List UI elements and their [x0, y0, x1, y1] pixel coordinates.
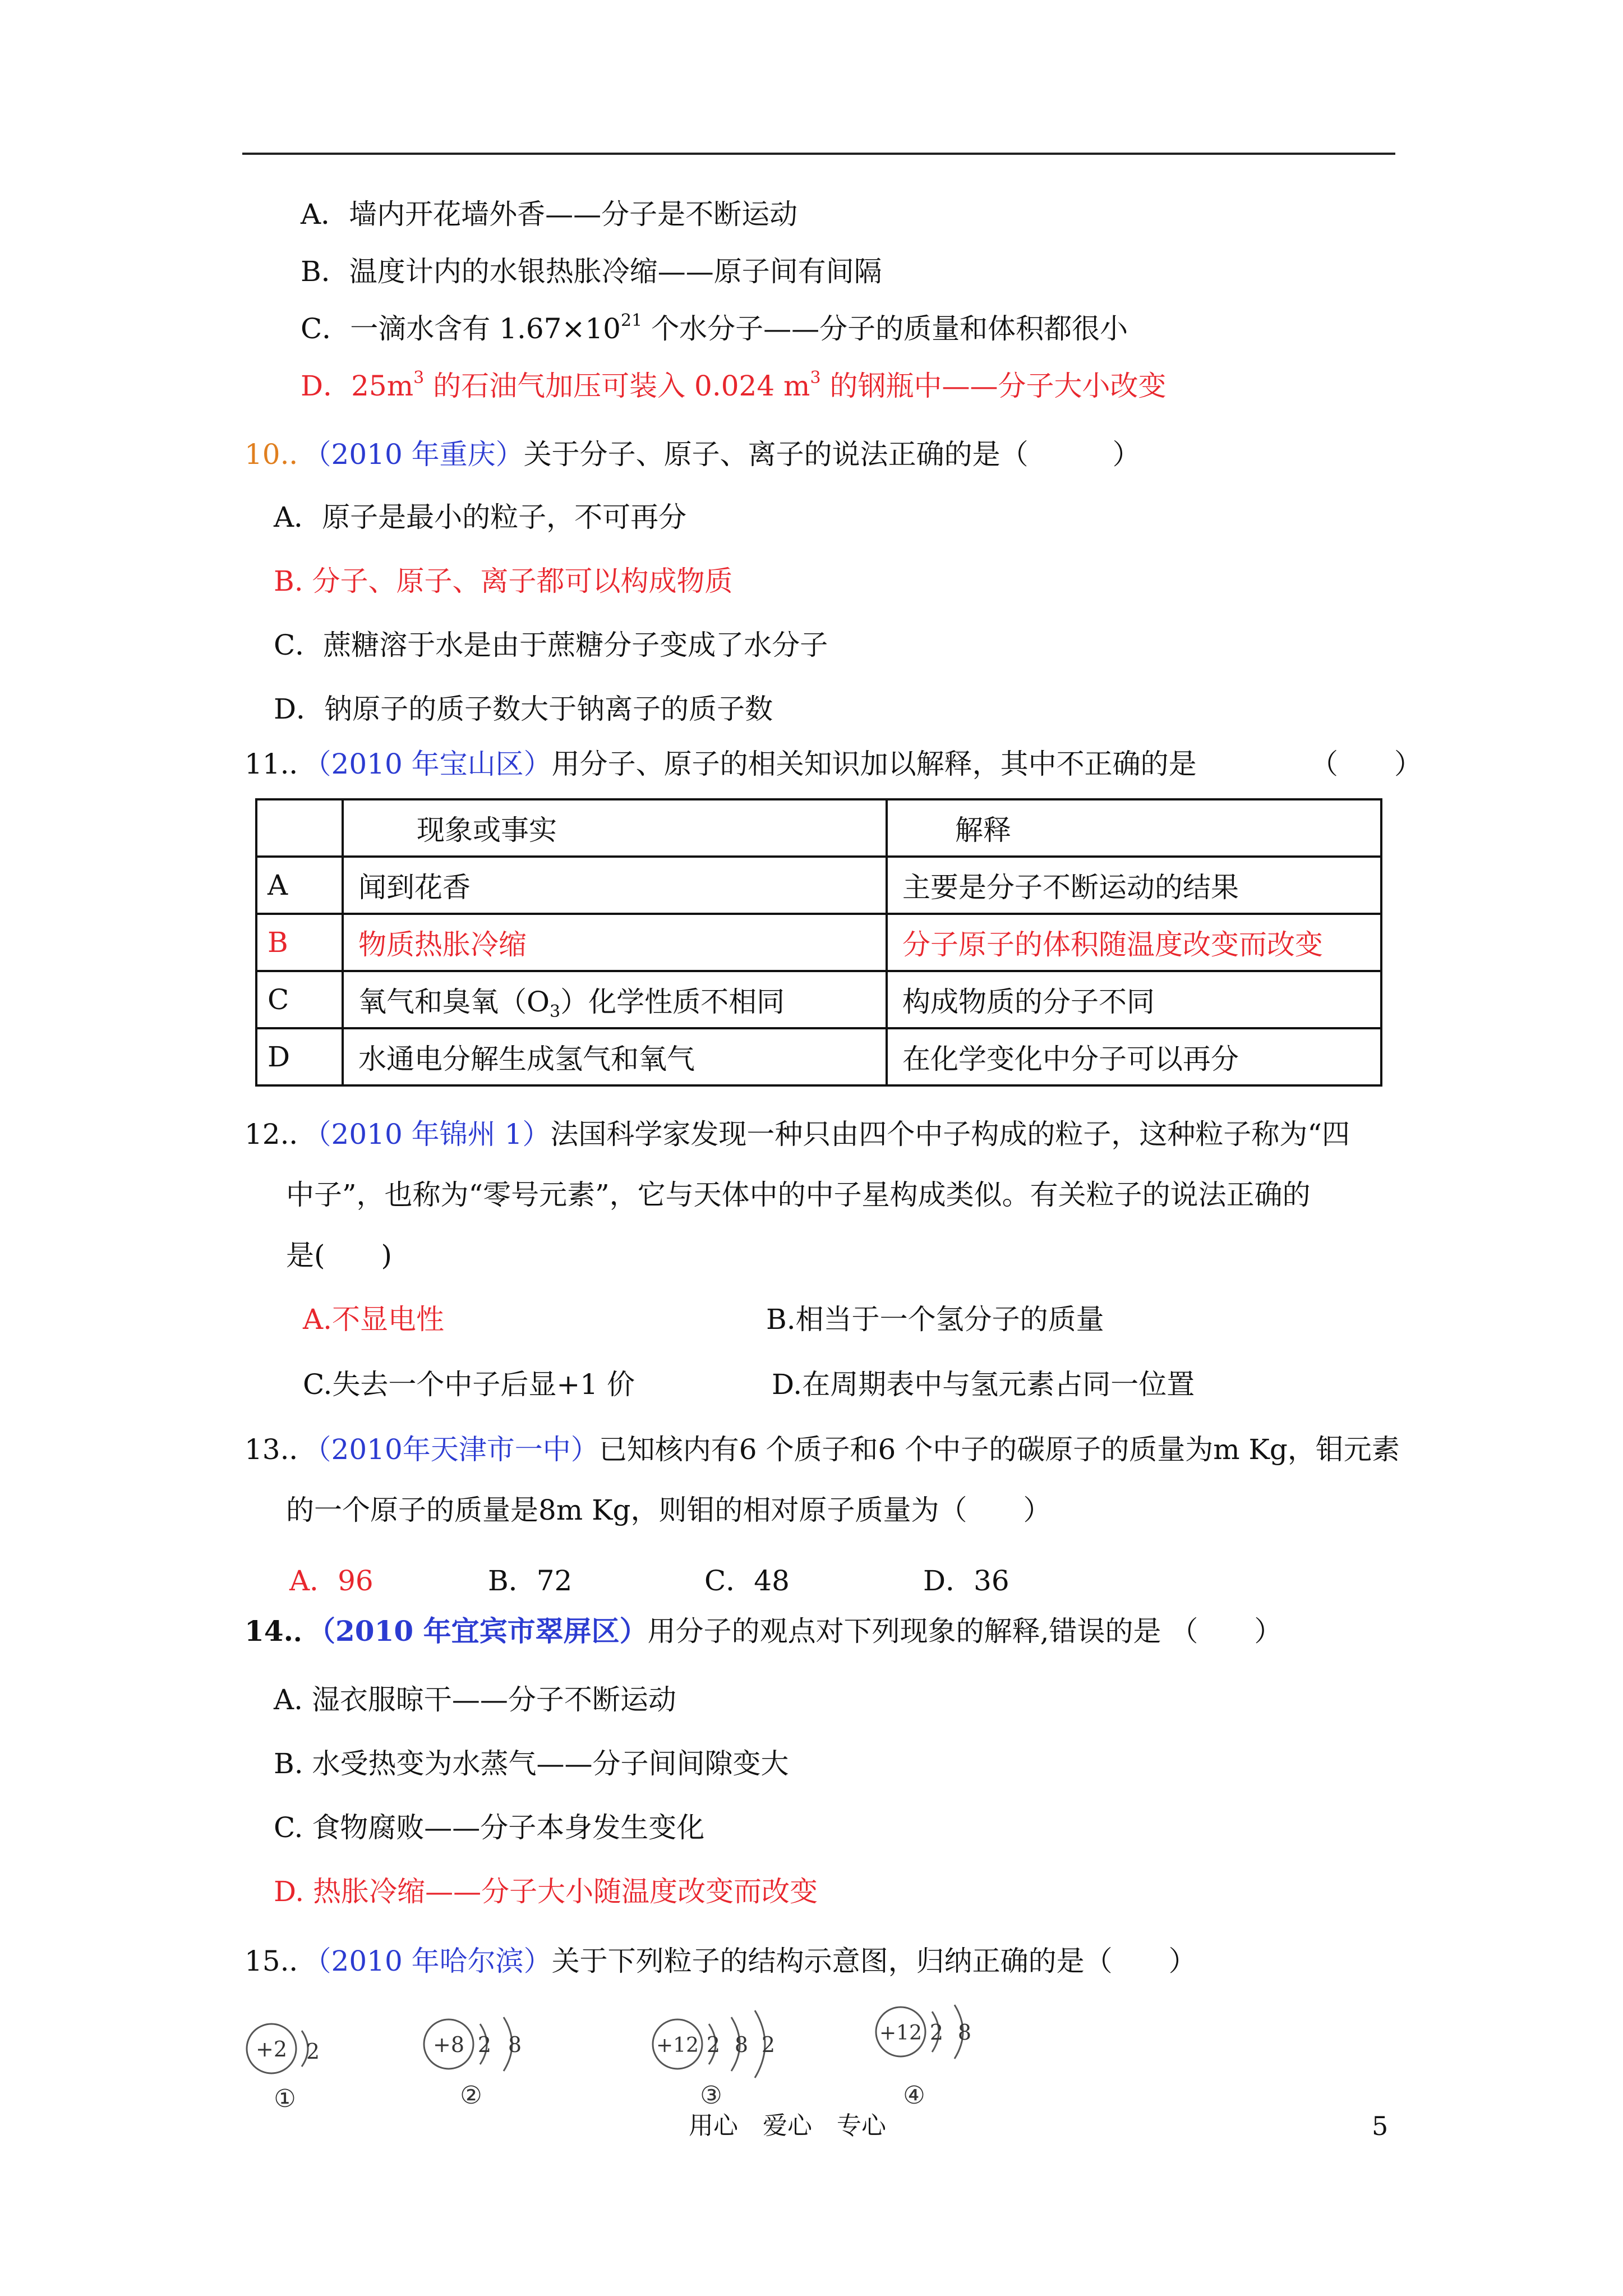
q13-option-b: B．72: [488, 1565, 573, 1597]
q11-source: （2010 年宝山区）: [317, 748, 552, 780]
q10-option-c: C．蔗糖溶于水是由于蔗糖分子变成了水分子: [274, 629, 828, 661]
q14-source: （2010 年宜宾市翠屏区）: [321, 1614, 648, 1648]
row-key: B: [256, 914, 343, 971]
q12-source: （2010 年锦州 1）: [317, 1118, 551, 1151]
shell-electrons: 2: [761, 2032, 776, 2057]
shell-electrons: 2: [477, 2032, 492, 2057]
table-row: [256, 971, 1381, 1028]
particle-label: ③: [700, 2081, 722, 2110]
row-explain: 分子原子的体积随温度改变而改变: [887, 914, 1381, 971]
row-fact: 物质热胀冷缩: [343, 914, 887, 971]
table-row: [256, 1028, 1381, 1085]
shell-electrons: 2: [929, 2020, 944, 2045]
nucleus-charge: +12: [879, 2022, 922, 2045]
particle-label: ②: [460, 2081, 482, 2110]
q10-option-b: B. 分子、原子、离子都可以构成物质: [274, 565, 733, 597]
q9-option-d: D．$25m^3$ 的石油气加压可装入 0.024 $m^3$ 的钢瓶中——分子大小改变: [301, 368, 1166, 402]
q13-option-a: A．96: [289, 1565, 374, 1597]
q14-option-b: B. 水受热变为水蒸气——分子间间隙变大: [274, 1747, 789, 1780]
row-key: A: [256, 857, 343, 914]
row-explain: 主要是分子不断运动的结果: [887, 857, 1381, 914]
nucleus-charge: +2: [255, 2037, 288, 2062]
particle-label: ④: [903, 2081, 925, 2110]
q14-option-c: C. 食物腐败——分子本身发生变化: [274, 1811, 705, 1844]
shell-electrons: 8: [734, 2032, 749, 2057]
q12-option-d: D.在周期表中与氢元素占同一位置: [772, 1368, 1195, 1401]
row-explain: 在化学变化中分子可以再分: [887, 1028, 1381, 1085]
q9-option-a: A．墙内开花墙外香——分子是不断运动: [301, 198, 798, 231]
q11-stem: 11.．（2010 年宝山区）用分子、原子的相关知识加以解释，其中不正确的是: [245, 748, 1197, 780]
q15-stem: 15.．（2010 年哈尔滨）关于下列粒子的结构示意图，归纳正确的是（ ）: [245, 1945, 1197, 1977]
q9-option-b: B．温度计内的水银热胀冷缩——原子间有间隔: [301, 255, 882, 288]
q11-table: [255, 798, 1382, 1087]
shell-electrons: 2: [706, 2032, 721, 2057]
q10-number: 10.．: [245, 438, 317, 471]
table-header-row: [256, 799, 1381, 857]
q12-line-1: 12.．（2010 年锦州 1）法国科学家发现一种只由四个中子构成的粒子，这种粒子称为“四: [245, 1118, 1350, 1151]
q12-line-3: 是( ): [286, 1239, 393, 1272]
nucleus-charge: +8: [432, 2032, 465, 2057]
q9-option-c: C．一滴水含有 $1.67\times 10^{21}$ 个水分子——分子的质量和体积都很小: [301, 311, 1128, 345]
q13-line-2: 的一个原子的质量是8m Kg，则钼的相对原子质量为（ ）: [286, 1494, 1052, 1526]
q12-option-a: A.不显电性: [303, 1303, 445, 1336]
table-header-cell: 现象或事实: [343, 799, 887, 857]
q10-option-a: A．原子是最小的粒子，不可再分: [274, 501, 687, 533]
q13-line-1: 13.．（2010年天津市一中）已知核内有6 个质子和6 个中子的碳原子的质量为m Kg，钼元素: [245, 1433, 1400, 1466]
particle-label: ①: [274, 2085, 296, 2113]
particle-1: [247, 2024, 320, 2113]
q13-option-d: D．36: [923, 1565, 1009, 1597]
q14-option-d: D. 热胀冷缩——分子大小随温度改变而改变: [274, 1875, 818, 1908]
shell-electrons: 2: [306, 2039, 320, 2064]
q12-line-2: 中子”，也称为“零号元素”，它与天体中的中子星构成类似。有关粒子的说法正确的: [286, 1179, 1311, 1211]
q12-option-c: C.失去一个中子后显+1 价: [303, 1368, 635, 1401]
atom-structure-diagrams: [236, 1941, 1021, 2120]
q14-stem: 14.．（2010 年宜宾市翠屏区）用分子的观点对下列现象的解释,错误的是 （ ）: [245, 1614, 1283, 1648]
q13-option-c: C．48: [704, 1565, 790, 1597]
q15-source: （2010 年哈尔滨）: [317, 1945, 552, 1977]
q11-answer-paren: （ ）: [1310, 748, 1422, 780]
q10-stem: 10.．（2010 年重庆）关于分子、原子、离子的说法正确的是（ ）: [245, 438, 1141, 471]
footer-motto: 用心 爱心 专心: [689, 2111, 886, 2140]
row-fact: 氧气和臭氧$(O_3)$化学性质不相同: [343, 971, 887, 1028]
table-header-cell: [256, 799, 343, 857]
q10-source: （2010 年重庆）: [317, 438, 524, 471]
q13-source: （2010年天津市一中）: [317, 1433, 599, 1466]
page-number: 5: [1372, 2111, 1389, 2141]
particle-3: [653, 2010, 775, 2110]
q12-option-b: B.相当于一个氢分子的质量: [766, 1303, 1104, 1336]
table-header-cell: 解释: [887, 799, 1381, 857]
table-row: [256, 914, 1381, 971]
q14-option-a: A. 湿衣服晾干——分子不断运动: [274, 1683, 676, 1716]
particle-4: [876, 2005, 971, 2110]
row-fact: 水通电分解生成氢气和氧气: [343, 1028, 887, 1085]
nucleus-charge: +12: [656, 2034, 699, 2057]
q10-option-d: D．钠原子的质子数大于钠离子的质子数: [274, 693, 773, 725]
table-row: [256, 857, 1381, 914]
header-rule: [242, 153, 1395, 155]
shell-electrons: 8: [957, 2020, 972, 2045]
particle-2: [424, 2017, 522, 2110]
shell-electrons: 8: [508, 2032, 522, 2057]
row-key: D: [256, 1028, 343, 1085]
row-fact: 闻到花香: [343, 857, 887, 914]
row-explain: 构成物质的分子不同: [887, 971, 1381, 1028]
row-key: C: [256, 971, 343, 1028]
